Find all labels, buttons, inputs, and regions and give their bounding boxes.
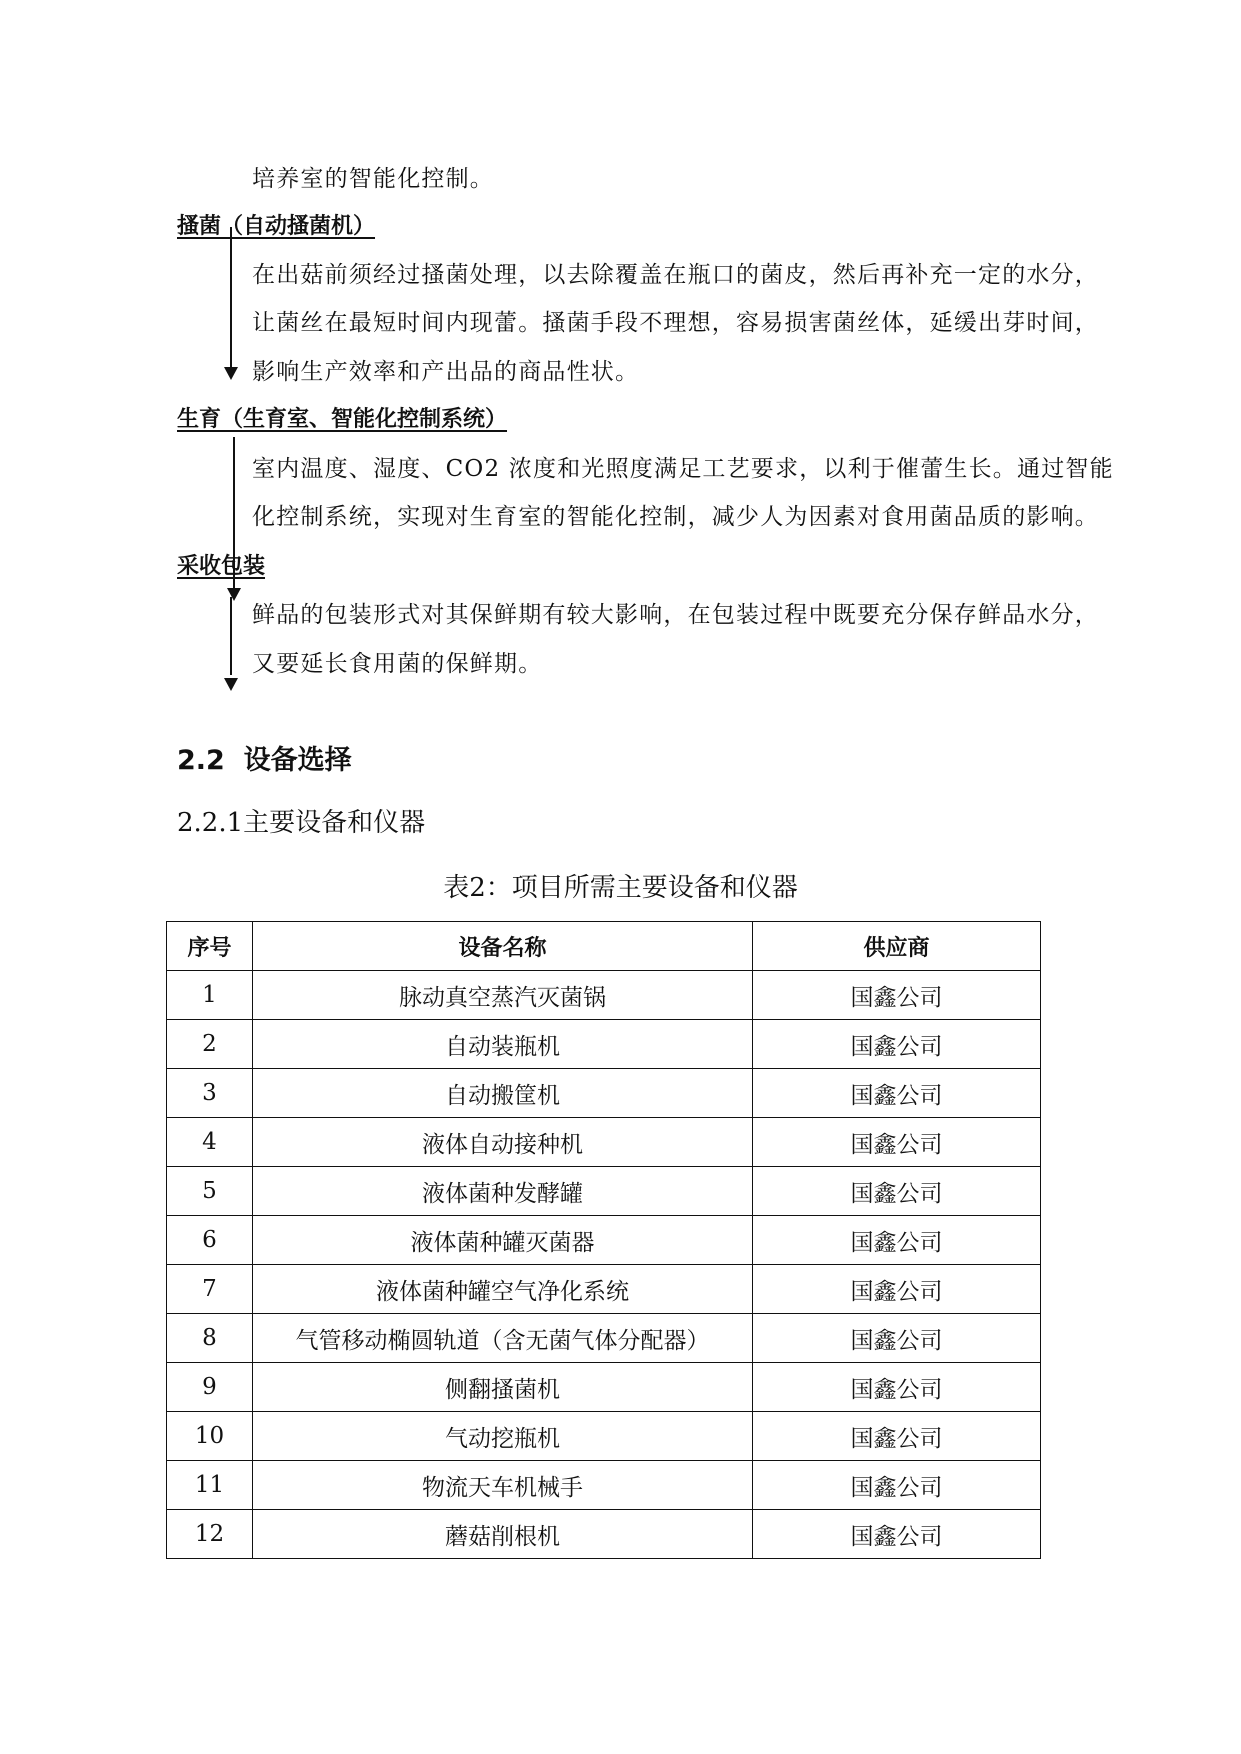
flow-arrow-3: [224, 678, 238, 691]
table-row: [167, 1265, 1041, 1314]
cell-index: 7: [167, 1265, 253, 1314]
flow-line-1: [230, 227, 232, 369]
cell-equipment-name: 物流天车机械手: [253, 1461, 753, 1510]
cell-index: 6: [167, 1216, 253, 1265]
table-row: [167, 1314, 1041, 1363]
cell-supplier: 国鑫公司: [753, 1510, 1041, 1559]
cell-equipment-name: 气管移动椭圆轨道（含无菌气体分配器）: [253, 1314, 753, 1363]
cell-supplier: 国鑫公司: [753, 1314, 1041, 1363]
step-text: 又要延长食用菌的保鲜期。: [252, 651, 543, 677]
cell-equipment-name: 自动搬筐机: [253, 1069, 753, 1118]
cell-index: 3: [167, 1069, 253, 1118]
step-text: 让菌丝在最短时间内现蕾。搔菌手段不理想，容易损害菌丝体，延缓出芽时间，: [252, 310, 1099, 336]
cell-index: 4: [167, 1118, 253, 1167]
table-row: [167, 1118, 1041, 1167]
cell-equipment-name: 液体菌种罐空气净化系统: [253, 1265, 753, 1314]
header-index: 序号: [167, 922, 253, 971]
cell-supplier: 国鑫公司: [753, 1167, 1041, 1216]
table-row: [167, 1363, 1041, 1412]
section-heading: [177, 738, 352, 777]
cell-equipment-name: 蘑菇削根机: [253, 1510, 753, 1559]
table-row: [167, 1461, 1041, 1510]
intro-line: 培养室的智能化控制。: [252, 166, 494, 192]
cell-equipment-name: 自动装瓶机: [253, 1020, 753, 1069]
table-row: [167, 1510, 1041, 1559]
table-row: [167, 1167, 1041, 1216]
step-text: 室内温度、湿度、CO2 浓度和光照度满足工艺要求，以利于催蕾生长。通过智能: [252, 456, 1114, 482]
cell-equipment-name: 液体菌种罐灭菌器: [253, 1216, 753, 1265]
header-equipment-name: 设备名称: [253, 922, 753, 971]
table-row: [167, 1216, 1041, 1265]
cell-equipment-name: 液体自动接种机: [253, 1118, 753, 1167]
step-text: 化控制系统，实现对生育室的智能化控制，减少人为因素对食用菌品质的影响。: [252, 504, 1099, 530]
cell-equipment-name: 侧翻搔菌机: [253, 1363, 753, 1412]
flow-arrow-1: [224, 367, 238, 380]
step-text: 在出菇前须经过搔菌处理，以去除覆盖在瓶口的菌皮，然后再补充一定的水分，: [252, 262, 1099, 288]
cell-index: 9: [167, 1363, 253, 1412]
section-title: 设备选择: [243, 745, 352, 776]
step-text: 影响生产效率和产出品的商品性状。: [252, 359, 640, 385]
cell-supplier: 国鑫公司: [753, 1020, 1041, 1069]
table-header-row: [167, 922, 1041, 971]
cell-supplier: 国鑫公司: [753, 1265, 1041, 1314]
cell-supplier: 国鑫公司: [753, 1461, 1041, 1510]
cell-index: 5: [167, 1167, 253, 1216]
table-row: [167, 1412, 1041, 1461]
cell-index: 8: [167, 1314, 253, 1363]
table-row: [167, 971, 1041, 1020]
cell-supplier: 国鑫公司: [753, 1118, 1041, 1167]
header-supplier: 供应商: [753, 922, 1041, 971]
equipment-table: [166, 921, 1041, 1559]
cell-index: 2: [167, 1020, 253, 1069]
step-title-harvest: 采收包装: [177, 554, 266, 579]
table-row: [167, 1069, 1041, 1118]
subsection-heading: 2.2.1主要设备和仪器: [177, 808, 426, 838]
table-row: [167, 1020, 1041, 1069]
cell-index: 10: [167, 1412, 253, 1461]
cell-equipment-name: 液体菌种发酵罐: [253, 1167, 753, 1216]
step-title-scratching: 搔菌（自动搔菌机）: [177, 214, 376, 239]
cell-index: 11: [167, 1461, 253, 1510]
cell-index: 12: [167, 1510, 253, 1559]
cell-supplier: 国鑫公司: [753, 971, 1041, 1020]
cell-supplier: 国鑫公司: [753, 1069, 1041, 1118]
cell-index: 1: [167, 971, 253, 1020]
step-title-growing: 生育（生育室、智能化控制系统）: [177, 407, 508, 432]
cell-equipment-name: 脉动真空蒸汽灭菌锅: [253, 971, 753, 1020]
section-number: 2.2: [177, 745, 225, 776]
flow-line-3: [230, 597, 232, 675]
cell-supplier: 国鑫公司: [753, 1363, 1041, 1412]
table-caption: 表2：项目所需主要设备和仪器: [443, 873, 798, 903]
step-text: 鲜品的包装形式对其保鲜期有较大影响，在包装过程中既要充分保存鲜品水分，: [252, 602, 1099, 628]
cell-supplier: 国鑫公司: [753, 1216, 1041, 1265]
cell-equipment-name: 气动挖瓶机: [253, 1412, 753, 1461]
cell-supplier: 国鑫公司: [753, 1412, 1041, 1461]
